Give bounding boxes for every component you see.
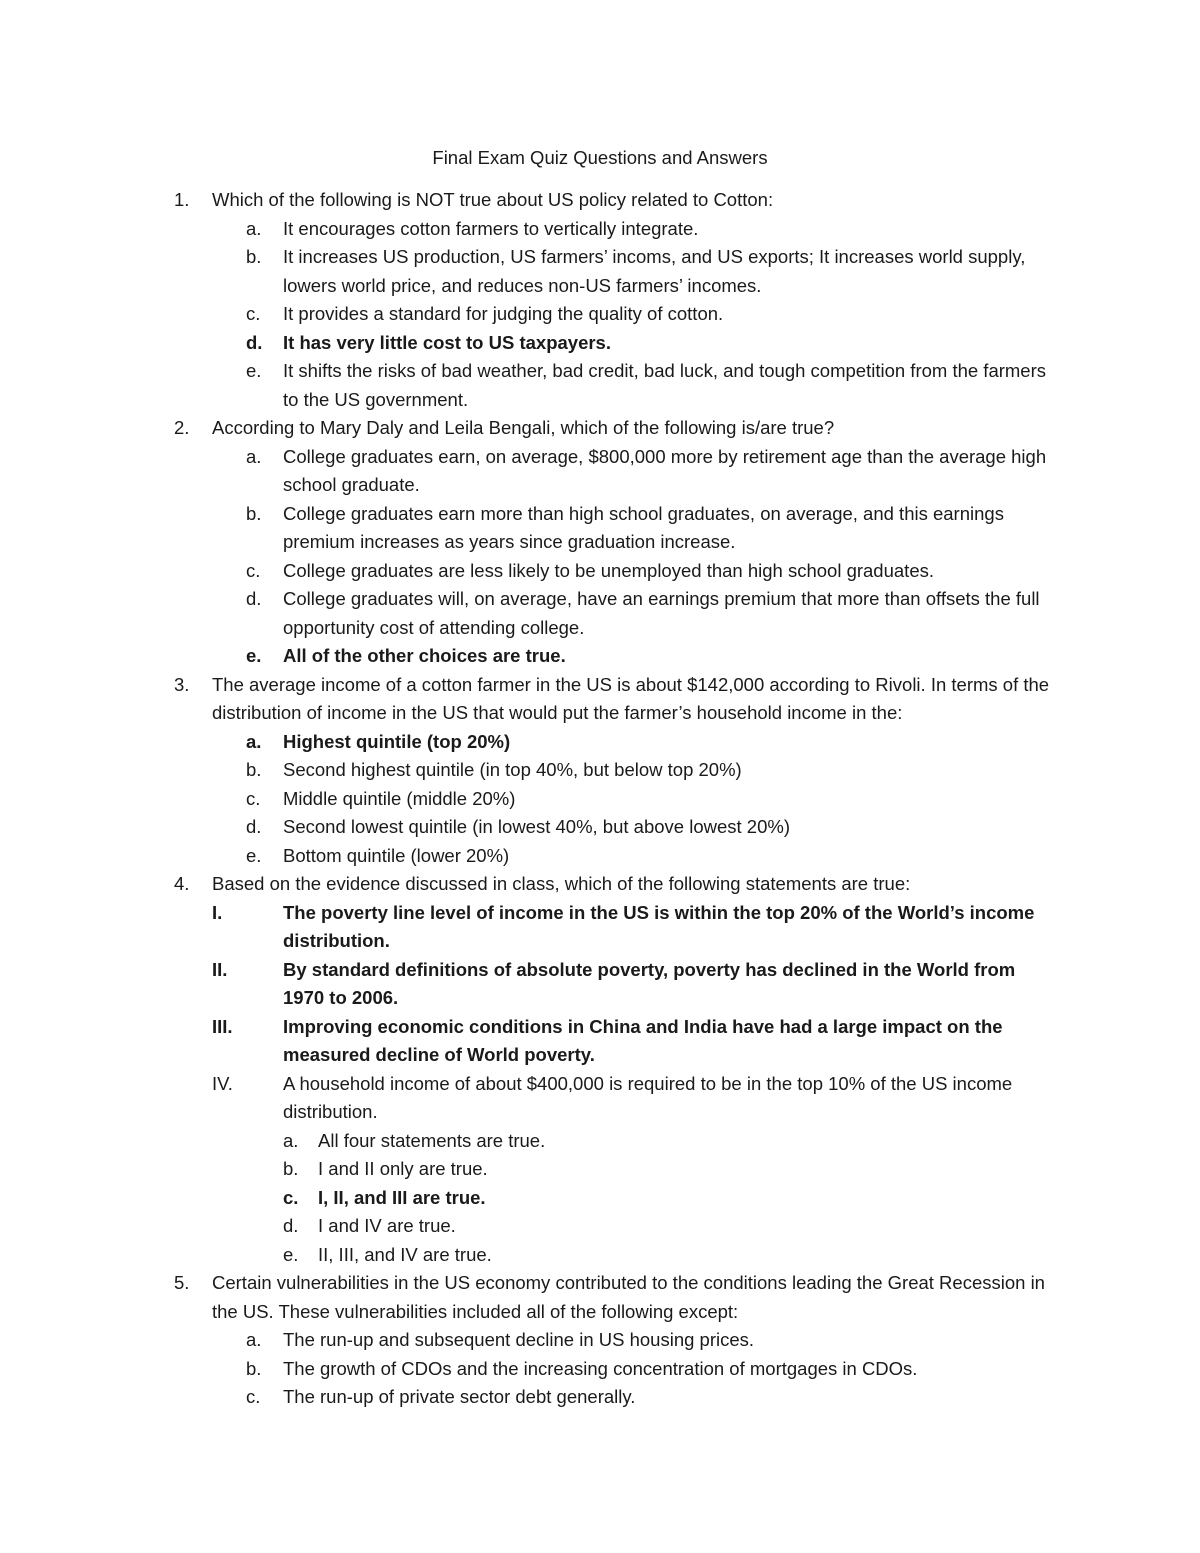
option-letter: e.: [246, 360, 262, 381]
answer-option: [0, 756, 1200, 785]
option-text: I and IV are true.: [318, 1215, 456, 1236]
option-letter: c.: [246, 303, 261, 324]
answer-option: [0, 1127, 1200, 1156]
option-text: College graduates earn more than high school graduates, on average, and this earnings premium increases as years since graduation increase.: [283, 502, 1004, 552]
statement: [0, 1070, 1200, 1127]
option-letter: a.: [246, 730, 262, 752]
option-letter: a.: [246, 445, 262, 467]
option-letter: e.: [246, 645, 262, 666]
statement-text: Improving economic conditions in China and India have had a large impact on the measured decline of World poverty.: [283, 1015, 1003, 1065]
answer-option: [0, 300, 1200, 329]
statement-text: The poverty line level of income in the US is within the top 20% of the World’s income distribution.: [283, 901, 1035, 951]
question-text: According to Mary Daly and Leila Bengali, which of the following is/are true?: [212, 417, 835, 438]
statement: [0, 899, 1200, 956]
option-text: Second lowest quintile (in lowest 40%, but above lowest 20%): [283, 816, 790, 837]
question: [0, 870, 1200, 899]
option-letter: b.: [246, 1357, 262, 1379]
option-text: College graduates are less likely to be unemployed than high school graduates.: [283, 559, 934, 581]
option-letter: e.: [283, 1243, 299, 1265]
option-text: College graduates earn, on average, $800,000 more by retirement age than the average high school graduate.: [283, 445, 1047, 495]
answer-option: [0, 1241, 1200, 1270]
option-letter: c.: [246, 559, 261, 581]
answer-option: [0, 215, 1200, 244]
answer-option: [0, 1355, 1200, 1384]
option-letter: a.: [246, 217, 262, 239]
option-letter: b.: [283, 1158, 299, 1179]
statement: [0, 1013, 1200, 1070]
option-text: College graduates will, on average, have an earnings premium that more than offsets the full opportunity cost of attending college.: [283, 588, 1040, 638]
answer-option: [0, 243, 1200, 300]
option-text: II, III, and IV are true.: [318, 1243, 492, 1265]
statement-text: A household income of about $400,000 is required to be in the top 10% of the US income distribution.: [283, 1072, 1013, 1122]
answer-option: [0, 1155, 1200, 1184]
question-number: 5.: [174, 1272, 190, 1293]
option-letter: c.: [246, 787, 261, 809]
option-letter: d.: [246, 588, 262, 609]
statement-text: By standard definitions of absolute poverty, poverty has declined in the World from 1970 to 2006.: [283, 958, 1016, 1008]
statement-numeral: IV.: [212, 1072, 233, 1094]
question-text: The average income of a cotton farmer in the US is about $142,000 according to Rivoli. In terms of the distribution of income in the US that would put the farmer’s household income in the:: [212, 673, 1050, 723]
option-text: The growth of CDOs and the increasing concentration of mortgages in CDOs.: [283, 1357, 918, 1379]
question-text: Certain vulnerabilities in the US economy contributed to the conditions leading the Great Recession in the US. These vulnerabilities included all of the following except:: [212, 1272, 1045, 1322]
correct-answer-option: [0, 1184, 1200, 1213]
option-letter: a.: [283, 1129, 299, 1151]
option-letter: b.: [246, 759, 262, 780]
correct-answer-option: [0, 642, 1200, 671]
option-text: The run-up and subsequent decline in US housing prices.: [283, 1329, 755, 1350]
option-text: Bottom quintile (lower 20%): [283, 844, 510, 866]
statement-numeral: III.: [212, 1015, 233, 1037]
question: [0, 671, 1200, 728]
answer-option: [0, 585, 1200, 642]
option-letter: b.: [246, 502, 262, 524]
option-text: It provides a standard for judging the quality of cotton.: [283, 303, 724, 324]
option-letter: d.: [283, 1215, 299, 1236]
option-text: It has very little cost to US taxpayers.: [283, 331, 611, 353]
answer-option: [0, 785, 1200, 814]
answer-option: [0, 443, 1200, 500]
question-text: Based on the evidence discussed in class, which of the following statements are true:: [212, 873, 911, 894]
answer-option: [0, 557, 1200, 586]
question-number: 4.: [174, 873, 190, 894]
question-list: [0, 186, 1200, 1412]
option-letter: d.: [246, 331, 263, 353]
option-letter: c.: [283, 1186, 299, 1208]
option-text: I, II, and III are true.: [318, 1186, 486, 1208]
option-text: It shifts the risks of bad weather, bad credit, bad luck, and tough competition from the farmers to the US government.: [283, 360, 1046, 410]
answer-option: [0, 1383, 1200, 1412]
page-title: Final Exam Quiz Questions and Answers: [432, 147, 768, 168]
option-text: Second highest quintile (in top 40%, but below top 20%): [283, 759, 742, 780]
option-text: All four statements are true.: [318, 1129, 546, 1151]
question-number: 3.: [174, 673, 190, 695]
option-letter: b.: [246, 246, 262, 267]
option-text: It encourages cotton farmers to vertically integrate.: [283, 217, 699, 239]
statement: [0, 956, 1200, 1013]
option-letter: d.: [246, 816, 262, 837]
statement-numeral: I.: [212, 901, 223, 923]
question-number: 2.: [174, 417, 190, 438]
answer-option: [0, 1326, 1200, 1355]
option-text: The run-up of private sector debt generally.: [283, 1386, 636, 1407]
option-text: Middle quintile (middle 20%): [283, 787, 516, 809]
option-text: Highest quintile (top 20%): [283, 730, 511, 752]
question: [0, 414, 1200, 443]
option-text: It increases US production, US farmers’ incoms, and US exports; It increases world supply, lowers world price, and reduces non-US farmers’ incomes.: [283, 246, 1026, 296]
option-text: All of the other choices are true.: [283, 645, 566, 666]
question: [0, 1269, 1200, 1326]
question-text: Which of the following is NOT true about US policy related to Cotton:: [212, 189, 774, 210]
option-letter: e.: [246, 844, 262, 866]
question-number: 1.: [174, 189, 190, 210]
statement-numeral: II.: [212, 958, 228, 980]
answer-option: [0, 842, 1200, 871]
answer-option: [0, 500, 1200, 557]
option-letter: c.: [246, 1386, 261, 1407]
answer-option: [0, 357, 1200, 414]
question: [0, 186, 1200, 215]
option-text: I and II only are true.: [318, 1158, 488, 1179]
answer-option: [0, 813, 1200, 842]
correct-answer-option: [0, 728, 1200, 757]
correct-answer-option: [0, 329, 1200, 358]
answer-option: [0, 1212, 1200, 1241]
option-letter: a.: [246, 1329, 262, 1350]
